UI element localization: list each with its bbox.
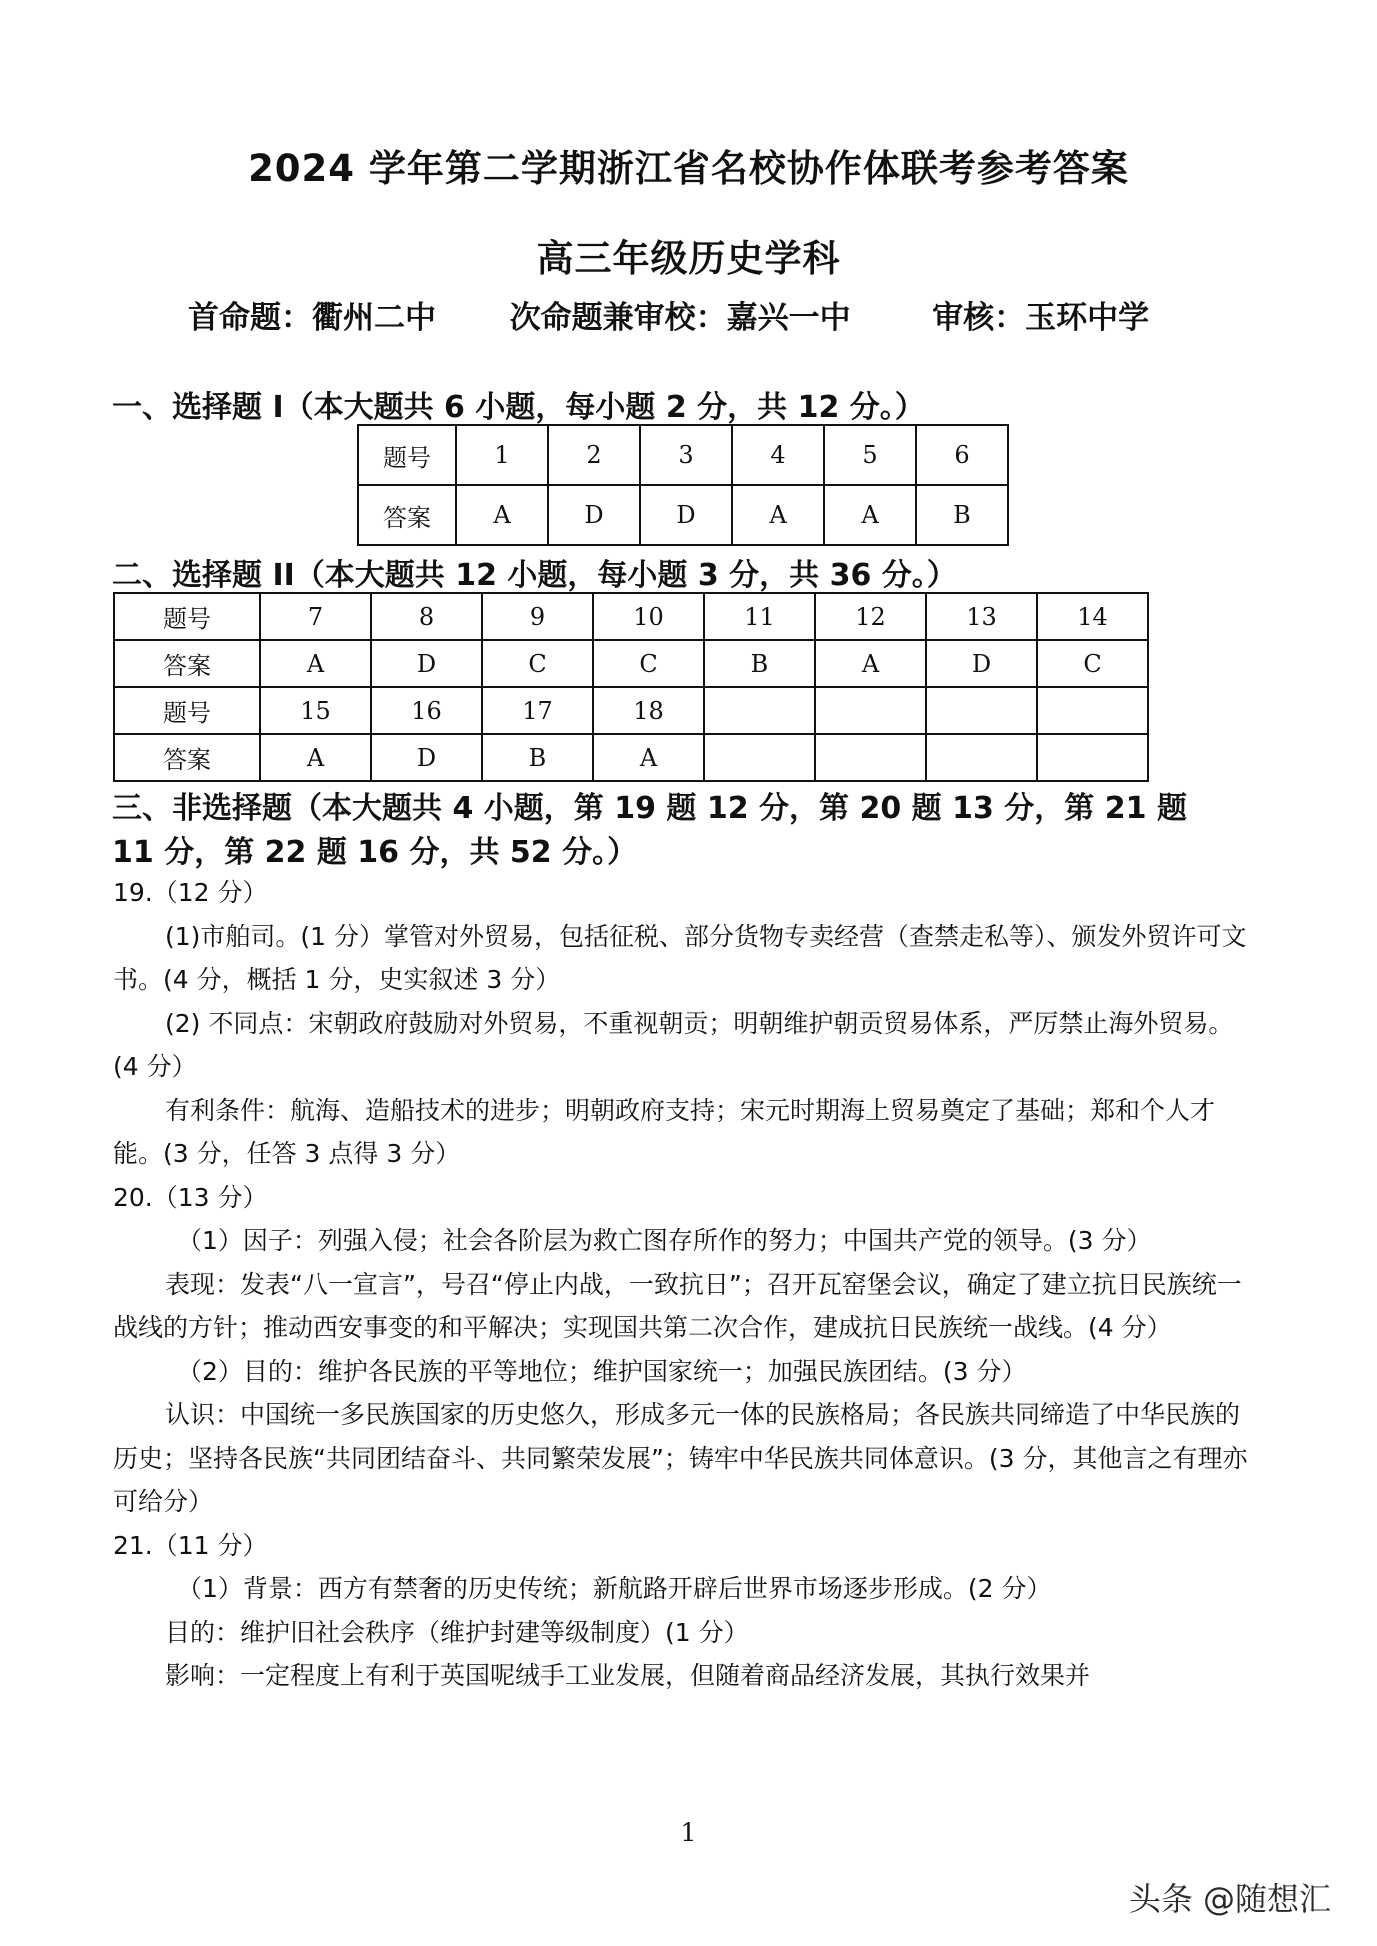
question-number: 4 [732,425,824,485]
document-title: 2024 学年第二学期浙江省名校协作体联考参考答案 [248,147,1129,190]
section3-heading-line2: 11 分，第 22 题 16 分，共 52 分。） [112,835,638,870]
answer-cell: D [371,640,482,687]
q19-heading: 19.（12 分） [113,878,268,907]
table-row [358,425,1008,485]
question-number: 8 [371,593,482,640]
row-label: 答案 [358,485,456,545]
question-number: 3 [640,425,732,485]
answer-cell [926,734,1037,781]
section2-heading: 二、选择题 II（本大题共 12 小题，每小题 3 分，共 36 分。） [112,558,957,593]
question-number: 18 [593,687,704,734]
question-number: 2 [548,425,640,485]
question-number: 1 [456,425,548,485]
q20-heading: 20.（13 分） [113,1182,268,1212]
section3-heading-line1: 三、非选择题（本大题共 4 小题，第 19 题 12 分，第 20 题 13 分，第 21 题 [112,791,1187,826]
section1-answer-table [357,424,1009,546]
table-row [114,593,1148,640]
table-row [114,734,1148,781]
question-number: 16 [371,687,482,734]
answer-cell: A [260,640,371,687]
table-row [358,485,1008,545]
credit-second-setter: 次命题兼审校：嘉兴一中 [509,300,851,336]
q21-heading: 21.（11 分） [113,1530,268,1560]
question-number: 13 [926,593,1037,640]
answer-cell: C [482,640,593,687]
answer-cell: B [916,485,1008,545]
question-number: 5 [824,425,916,485]
q21-answer-2: 目的：维护旧社会秩序（维护封建等级制度）(1 分） [165,1617,749,1647]
row-label: 答案 [114,640,260,687]
answer-cell [704,734,815,781]
answer-cell: A [815,640,926,687]
answer-cell: D [640,485,732,545]
question-number: 14 [1037,593,1148,640]
answer-cell: B [482,734,593,781]
question-number [815,687,926,734]
answer-cell: A [732,485,824,545]
section3-answers [113,871,1258,1698]
section2-answer-table [113,592,1149,782]
credit-first-setter: 首命题：衢州二中 [188,300,436,336]
question-number: 10 [593,593,704,640]
document-subtitle: 高三年级历史学科 [536,237,841,280]
q20-answer-2: 表现：发表“八一宣言”，号召“停止内战，一致抗日”；召开瓦窑堡会议，确定了建立抗日民族统一战线的方针；推动西安事变的和平解决；实现国共第二次合作，建成抗日民族统一战线。(4 分） [113,1269,1242,1342]
q19-answer-2: (2) 不同点：宋朝政府鼓励对外贸易，不重视朝贡；明朝维护朝贡贸易体系，严厉禁止海外贸易。(4 分） [113,1008,1234,1081]
answer-cell [1037,734,1148,781]
question-number: 12 [815,593,926,640]
answer-cell: D [548,485,640,545]
q19-answer-1: (1)市舶司。(1 分）掌管对外贸易，包括征税、部分货物专卖经营（查禁走私等）、颁发外贸许可文书。(4 分，概括 1 分，史实叙述 3 分） [113,921,1247,994]
question-number: 7 [260,593,371,640]
answer-cell: A [824,485,916,545]
question-number: 17 [482,687,593,734]
question-number [704,687,815,734]
q20-answer-4: 认识：中国统一多民族国家的历史悠久，形成多元一体的民族格局；各民族共同缔造了中华民族的历史；坚持各民族“共同团结奋斗、共同繁荣发展”；铸牢中华民族共同体意识。(3 分，其他言之有理亦可给分） [113,1400,1248,1516]
credit-reviewer: 审核：玉环中学 [932,300,1150,336]
row-label: 题号 [358,425,456,485]
answer-cell: C [1037,640,1148,687]
answer-cell [815,734,926,781]
question-number: 11 [704,593,815,640]
answer-cell: A [456,485,548,545]
question-number [926,687,1037,734]
answer-cell: B [704,640,815,687]
answer-cell: D [371,734,482,781]
answer-cell: C [593,640,704,687]
question-number: 9 [482,593,593,640]
table-row [114,687,1148,734]
q20-answer-3: （2）目的：维护各民族的平等地位；维护国家统一；加强民族团结。(3 分） [177,1356,1027,1386]
answer-cell: D [926,640,1037,687]
row-label: 答案 [114,734,260,781]
answer-cell: A [593,734,704,781]
answer-cell: A [260,734,371,781]
q21-answer-1: （1）背景：西方有禁奢的历史传统；新航路开辟后世界市场逐步形成。(2 分） [177,1574,1052,1603]
watermark: 头条 @随想汇 [1128,1880,1331,1918]
row-label: 题号 [114,687,260,734]
question-number: 15 [260,687,371,734]
section1-heading: 一、选择题 I（本大题共 6 小题，每小题 2 分，共 12 分。） [112,390,925,425]
question-number: 6 [916,425,1008,485]
q21-answer-3: 影响：一定程度上有利于英国呢绒手工业发展，但随着商品经济发展，其执行效果并 [165,1661,1091,1690]
table-row [114,640,1148,687]
row-label: 题号 [114,593,260,640]
question-number [1037,687,1148,734]
credits-line [188,292,1149,337]
page-number: 1 [680,1818,697,1847]
q20-answer-1: （1）因子：列强入侵；社会各阶层为救亡图存所作的努力；中国共产党的领导。(3 分） [177,1226,1152,1255]
section3-heading [112,787,1262,875]
q19-answer-3: 有利条件：航海、造船技术的进步；明朝政府支持；宋元时期海上贸易奠定了基础；郑和个人才能。(3 分，任答 3 点得 3 分） [113,1095,1216,1168]
